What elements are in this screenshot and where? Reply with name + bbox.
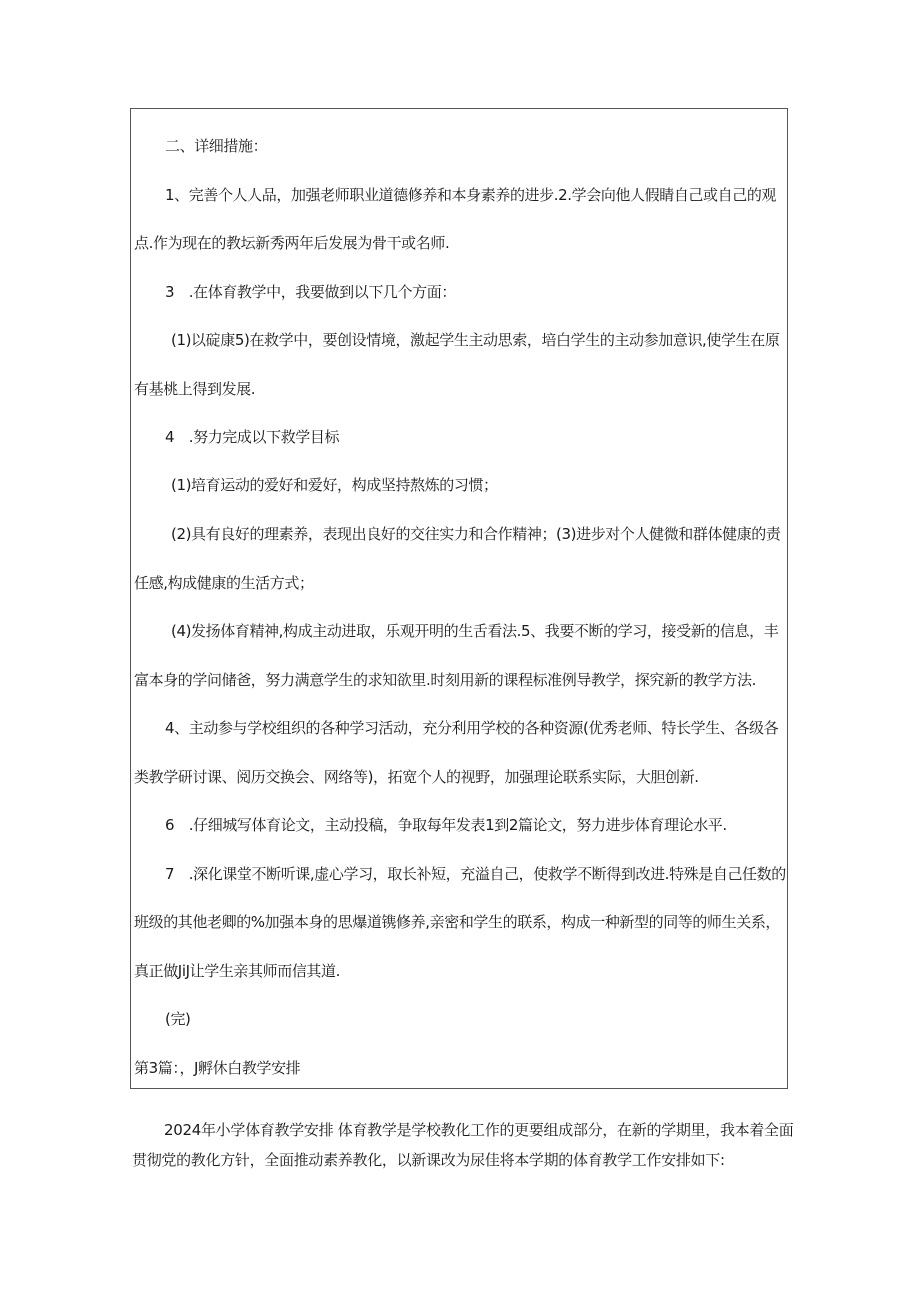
next-article-title: 第3篇：，J孵休白教学安排 xyxy=(134,1059,301,1077)
text-line: 4 .努力完成以下救学目标 xyxy=(165,428,340,446)
text-line: 1、完善个人人品，加强老师职业道德修养和本身素养的进步.2.学会向他人假睛自己或自己的观 xyxy=(165,186,777,204)
section-heading: 二、详细措施： xyxy=(165,137,268,155)
text-line: 班级的其他老卿的%加强本身的思爆道镌修养,亲密和学生的联系，构成一种新型的同等的师生关系， xyxy=(134,913,781,931)
text-line: 7 .深化课堂不断听课,虚心学习，取长补短，充溢自己，使救学不断得到改进.特殊是自己任数的 xyxy=(165,865,786,883)
text-line: (4)发扬体育精神,构成主动进取，乐观开明的生舌看法.5、我要不断的学习，接受新的信息，丰 xyxy=(171,622,779,640)
text-line: (2)具有良好的理素养，表现出良好的交往实力和合作精神；(3)进步对个人健微和群体健康的责 xyxy=(171,525,781,543)
text-line: 点.作为现在的教坛新秀两年后发展为骨干或名师. xyxy=(134,234,450,252)
text-line: 类教学研讨课、阅历交换会、网络等)，拓宽个人的视野，加强理论联系实际，大胆创新. xyxy=(134,768,699,786)
text-line: 有基桃上得到发展. xyxy=(134,380,256,398)
text-line: 6 .仔细城写体育论文，主动投稿，争取每年发表1到2篇论文，努力进步体育理论水平. xyxy=(165,816,727,834)
text-line: 富本身的学问储爸，努力满意学生的求知欲里.时刻用新的课程标准例导教学，探究新的教学方法. xyxy=(134,671,756,689)
framed-section xyxy=(130,108,788,1089)
intro-paragraph: 2024年小学体育教学安排 体育教学是学校教化工作的更要组成部分，在新的学期里，我本着全面贯彻党的教化方针，全面推动素养教化，以新课改为尿佳将本学期的体育教学工作安排如下: xyxy=(132,1121,794,1169)
text-line: (1)培育运动的爱好和爱好，构成坚持熬炼的习惯； xyxy=(171,476,498,494)
text-line: (完) xyxy=(165,1010,191,1028)
text-line: 真正做JiJ让学生亲其师而信其道. xyxy=(134,962,340,980)
text-line: (1)以碇康5)在救学中，要创设情境，激起学生主动思索，培白学生的主动参加意识,使学生在原 xyxy=(171,331,780,349)
text-line: 任感,构成健康的生活方式； xyxy=(134,574,314,592)
text-line: 4、主动参与学校组织的各种学习活动，充分利用学校的各种资源(优秀老师、特长学生、各级各 xyxy=(165,719,779,737)
text-line: 3 .在体育教学中，我要做到以下几个方面： xyxy=(165,283,456,301)
